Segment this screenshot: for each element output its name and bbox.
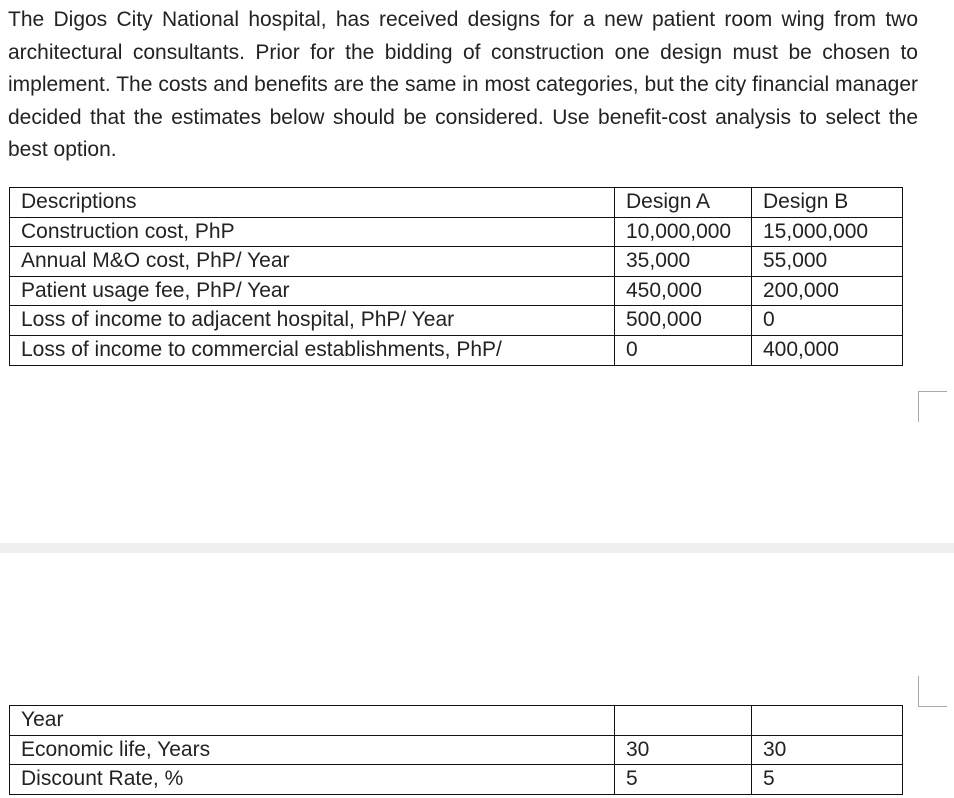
- row-label: Loss of income to commercial establishments, PhP/: [10, 335, 615, 365]
- row-label: Annual M&O cost, PhP/ Year: [10, 247, 615, 277]
- design-a-value: 0: [615, 335, 752, 365]
- design-b-value: 5: [752, 765, 903, 795]
- header-year: Year: [10, 706, 615, 736]
- table-row: [10, 765, 903, 795]
- design-a-value: 5: [615, 765, 752, 795]
- design-b-value: 30: [752, 735, 903, 765]
- estimates-table: [9, 187, 903, 366]
- problem-statement: The Digos City National hospital, has received designs for a new patient room wing from two architectural consultants. Prior for the bidding of construction one design must be chosen to implement. The costs and benefits are the same in most categories, but the city financial manager decided that the estimates below should be considered. Use benefit-cost analysis to select the best option.: [8, 8, 918, 162]
- design-a-value: 500,000: [615, 306, 752, 336]
- row-label: Discount Rate, %: [10, 765, 615, 795]
- design-b-value: 55,000: [752, 247, 903, 277]
- design-b-value: 200,000: [752, 276, 903, 306]
- header-design-b: Design B: [752, 188, 903, 218]
- parameters-table: [9, 705, 903, 795]
- design-a-value: 10,000,000: [615, 217, 752, 247]
- table-row: [10, 217, 903, 247]
- page-gap-divider: [0, 543, 954, 553]
- table-row: [10, 276, 903, 306]
- header-design-b-blank: [752, 706, 903, 736]
- design-a-value: 35,000: [615, 247, 752, 277]
- row-label: Patient usage fee, PhP/ Year: [10, 276, 615, 306]
- table-row: [10, 335, 903, 365]
- design-b-value: 15,000,000: [752, 217, 903, 247]
- table-row: [10, 735, 903, 765]
- design-a-value: 30: [615, 735, 752, 765]
- table-row: [10, 306, 903, 336]
- row-label: Loss of income to adjacent hospital, PhP/ Year: [10, 306, 615, 336]
- design-b-value: 0: [752, 306, 903, 336]
- row-label: Economic life, Years: [10, 735, 615, 765]
- crop-corner-bottom-icon: [918, 676, 947, 707]
- header-design-a: Design A: [615, 188, 752, 218]
- table-header-row: [10, 706, 903, 736]
- table-header-row: [10, 188, 903, 218]
- header-descriptions: Descriptions: [10, 188, 615, 218]
- design-a-value: 450,000: [615, 276, 752, 306]
- design-b-value: 400,000: [752, 335, 903, 365]
- row-label: Construction cost, PhP: [10, 217, 615, 247]
- header-design-a-blank: [615, 706, 752, 736]
- crop-corner-top-icon: [918, 391, 947, 422]
- table-row: [10, 247, 903, 277]
